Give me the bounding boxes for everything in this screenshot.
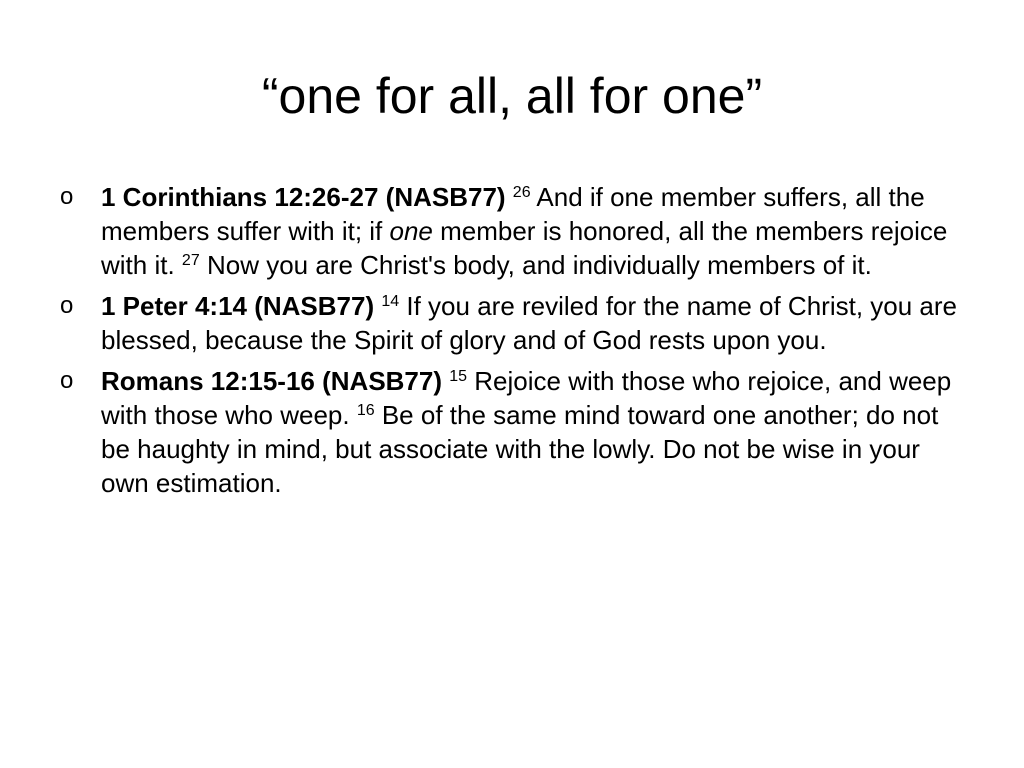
scripture-reference: Romans 12:15-16 (NASB77): [101, 366, 443, 396]
verse-text: Be of the same mind toward one another; do not be haughty in mind, but associate with the lowly. Do not be wise in your own estimation.: [101, 400, 939, 498]
bullet-icon: o: [60, 367, 74, 394]
bullet-list: [60, 180, 960, 507]
list-item-1-corinthians: [60, 180, 960, 282]
verse-text: And if one member suffers, all the members suffer with it; if: [101, 182, 925, 246]
verse-text-emphasis: one: [389, 216, 433, 246]
verse-number: 14: [381, 293, 400, 310]
scripture-reference: 1 Corinthians 12:26-27 (NASB77): [101, 182, 506, 212]
verse-text: Rejoice with those who rejoice, and weep with those who weep.: [101, 366, 952, 430]
scripture-reference: 1 Peter 4:14 (NASB77): [101, 291, 375, 321]
list-item-1-peter: [60, 289, 960, 357]
bullet-icon: o: [60, 183, 74, 210]
list-item-romans: [60, 364, 960, 500]
verse-number: 27: [181, 252, 200, 269]
verse-text: member is honored, all the members rejoice with it.: [101, 216, 948, 280]
slide-title: “one for all, all for one”: [261, 68, 763, 124]
verse-text: If you are reviled for the name of Christ, you are blessed, because the Spirit of glory and of God rests upon you.: [101, 291, 957, 355]
verse-text: Now you are Christ's body, and individually members of it.: [206, 250, 872, 280]
verse-number: 16: [356, 402, 375, 419]
verse-number: 15: [449, 368, 468, 385]
bullet-icon: o: [60, 292, 74, 319]
verse-number: 26: [512, 184, 531, 201]
